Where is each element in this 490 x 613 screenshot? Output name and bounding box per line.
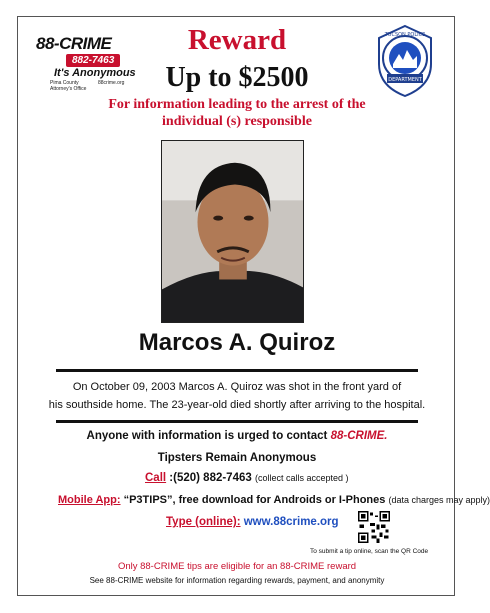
reward-title: Reward: [187, 24, 287, 56]
info-line-2: individual (s) responsible: [162, 114, 312, 129]
call-line: [145, 472, 349, 484]
logo-tagline: It's Anonymous: [54, 67, 136, 79]
divider-top: [56, 369, 418, 372]
logo-brand: 88-CRIME: [36, 34, 112, 53]
mobile-app-line: [58, 494, 490, 506]
badge-top-text: TUCSON POLICE: [384, 32, 426, 38]
logo-phone: 882-7463: [66, 54, 120, 67]
tipsters-anonymous: Tipsters Remain Anonymous: [157, 452, 317, 464]
story-line-2: his southside home. The 23-year-old died shortly after arriving to the hospital.: [48, 399, 426, 411]
reward-amount: Up to $2500: [165, 62, 309, 93]
call-number[interactable]: :(520) 882-7463: [169, 472, 252, 484]
call-label: Call: [145, 472, 167, 484]
badge-bottom-text: DEPARTMENT: [388, 77, 422, 83]
mobile-note: (data charges may apply): [388, 495, 490, 505]
info-line-1: For information leading to the arrest of the: [108, 97, 366, 112]
qr-code-icon[interactable]: [358, 511, 390, 543]
story-line-1: On October 09, 2003 Marcos A. Quiroz was shot in the front yard of: [72, 381, 402, 393]
online-url-link[interactable]: www.88crime.org: [243, 516, 339, 528]
website-note: See 88-CRIME website for information regarding rewards, payment, and anonymity: [89, 576, 385, 585]
logo-sponsor: Pima County Attorney's Office: [50, 80, 87, 92]
logo-site: 88crime.org: [98, 80, 125, 86]
contact-urge: [0, 430, 474, 442]
mobile-text: “P3TIPS”, free download for Androids or I-Phones: [123, 494, 386, 506]
divider-bottom: [56, 420, 418, 423]
subject-photo: [161, 140, 304, 323]
qr-note: To submit a tip online, scan the QR Code: [310, 548, 429, 555]
online-label: Type (online):: [166, 516, 241, 528]
mobile-label: Mobile App:: [58, 494, 121, 506]
call-note: (collect calls accepted ): [254, 473, 349, 483]
contact-brand: 88-CRIME.: [330, 430, 388, 442]
eligibility-note: Only 88-CRIME tips are eligible for an 88-CRIME reward: [117, 561, 357, 572]
contact-urge-text: Anyone with information is urged to contact: [86, 430, 328, 442]
subject-name: Marcos A. Quiroz: [138, 329, 336, 356]
online-line: [166, 516, 339, 528]
